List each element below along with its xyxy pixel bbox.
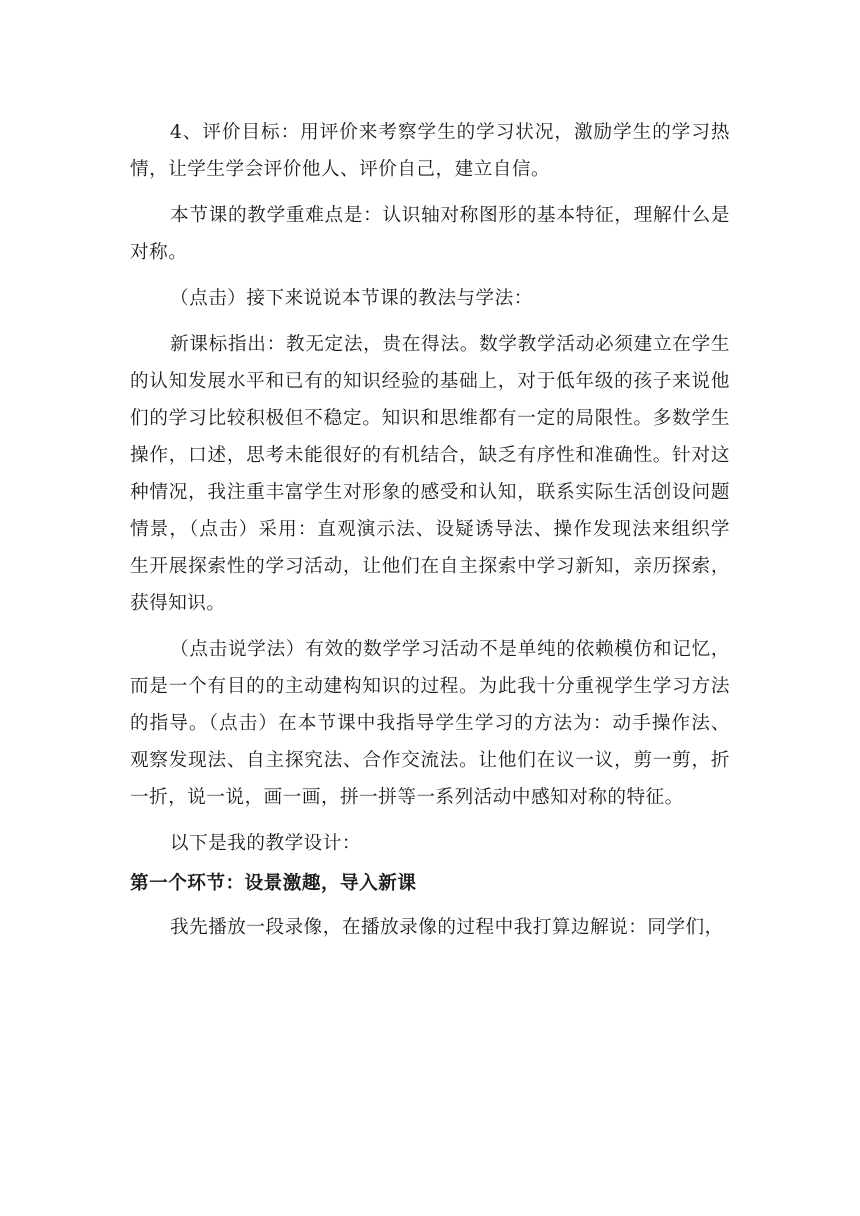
paragraph-methods-intro: （点击）接下来说说本节课的教法与学法： (170, 288, 533, 309)
paragraph-design-intro: 以下是我的教学设计： (170, 833, 361, 854)
paragraph-learning-methods: （点击说学法）有效的数学学习活动不是单纯的依赖模仿和记忆，而是一个有目的的主动建构知识的过程。为此我十分重视学生学习方法的指导。（点击）在本节课中我指导学生学习的方法为：动手操作法、观察发现法、自主探究法、合作交流法。让他们在议一议，剪一剪，折一折，说一说，画一画，拼一拼等一系列活动中感知对称的特征。 (130, 639, 730, 808)
paragraph-key-points: 本节课的教学重难点是：认识轴对称图形的基本特征，理解什么是对称。 (130, 205, 730, 263)
paragraph-evaluation-goal: 4、评价目标：用评价来考察学生的学习状况，激励学生的学习热情，让学生学会评价他人、评价自己，建立自信。 (130, 122, 730, 180)
paragraph-teaching-methods: 新课标指出：教无定法，贵在得法。数学教学活动必须建立在学生的认知发展水平和已有的知识经验的基础上，对于低年级的孩子来说他们的学习比较积极但不稳定。知识和思维都有一定的局限性。多数学生操作，口述，思考未能很好的有机结合，缺乏有序性和准确性。针对这种情况，我注重丰富学生对形象的感受和认知，联系实际生活创设问题情景，（点击）采用：直观演示法、设疑诱导法、操作发现法来组织学生开展探索性的学习活动，让他们在自主探索中学习新知，亲历探索，获得知识。 (130, 334, 730, 614)
document-page (130, 114, 730, 946)
paragraph-first-section: 我先播放一段录像，在播放录像的过程中我打算边解说：同学们， (170, 917, 724, 938)
section-heading: 第一个环节：设景激趣，导入新课 (130, 873, 417, 894)
